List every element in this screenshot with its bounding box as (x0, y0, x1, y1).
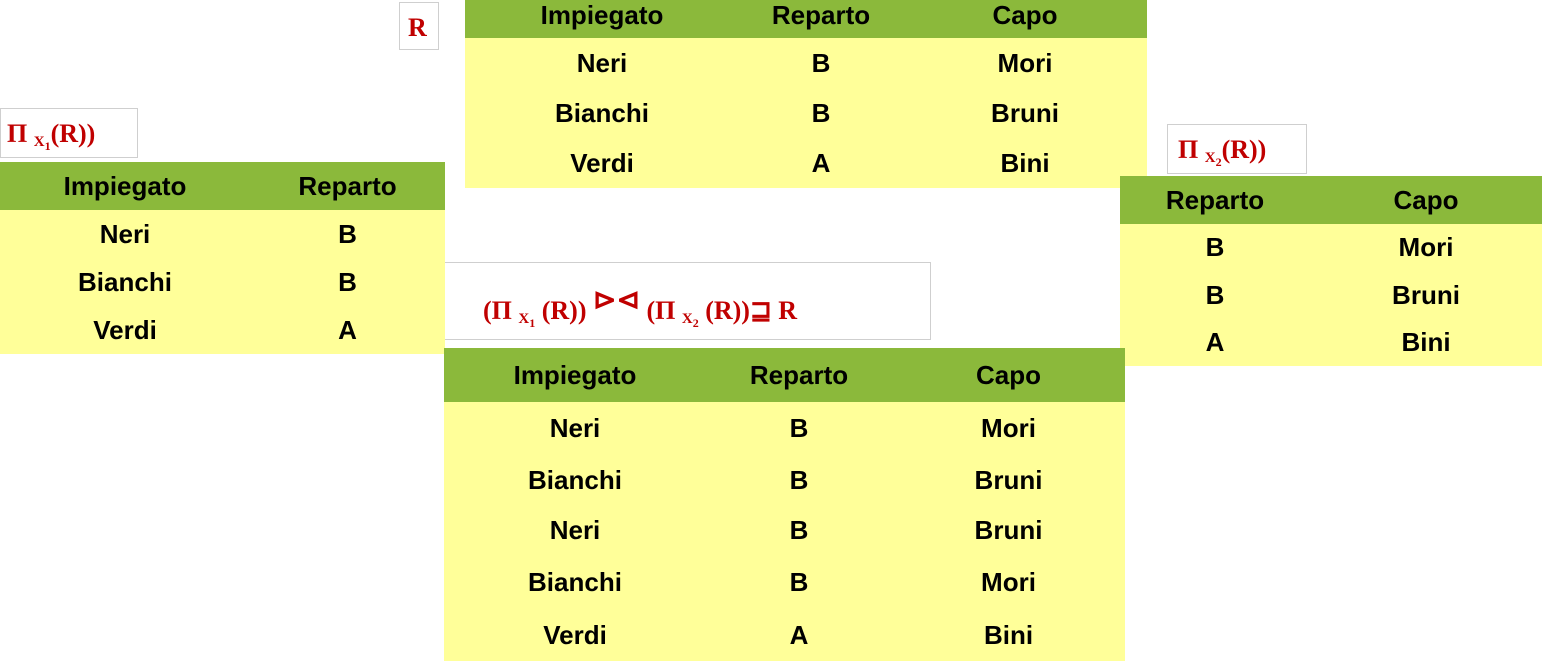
open-paren: ( (483, 296, 492, 325)
projection-x2-table (1120, 176, 1542, 366)
table-cell: Neri (99, 218, 151, 249)
column-header: Reparto (749, 359, 849, 390)
table-cell: A (811, 147, 831, 178)
attr-set-x: X2 (1204, 150, 1222, 169)
table-row (465, 88, 1147, 138)
table-cell: Mori (981, 413, 1036, 443)
column-header: Reparto (298, 170, 397, 201)
table-cell: Bianchi (528, 566, 622, 597)
table-row (444, 505, 1125, 555)
table-row (1120, 224, 1542, 271)
table-cell: Bruni (991, 97, 1059, 128)
table-cell: B (338, 266, 357, 297)
column-header: Impiegato (513, 359, 637, 390)
table-cell: Mori (1398, 232, 1454, 262)
relation-r-table (465, 0, 1147, 188)
table-row (444, 402, 1125, 455)
table-cell: Verdi (543, 619, 607, 650)
table-cell: B (789, 413, 809, 443)
attr-set-x: X1 (518, 311, 536, 330)
table-row (465, 38, 1147, 88)
table-header-row (465, 0, 1147, 38)
projection-arg: (R)) (705, 296, 750, 325)
column-header: Capo (976, 359, 1041, 390)
projection-arg: (R)) (541, 296, 587, 325)
subscript-two: 2 (692, 316, 699, 330)
table-cell: A (338, 314, 357, 345)
column-header: Capo (1393, 184, 1459, 215)
table-cell: Bini (1000, 147, 1050, 178)
table-cell: B (789, 566, 809, 597)
table-row (444, 555, 1125, 609)
table-cell: B (1205, 232, 1225, 262)
projection-x1-label (0, 108, 138, 158)
table-cell: Verdi (570, 147, 634, 178)
table-cell: Bini (983, 619, 1034, 650)
table-cell: Verdi (93, 314, 157, 345)
table-row (0, 258, 445, 306)
table-cell: B (789, 464, 809, 495)
table-row (444, 609, 1125, 661)
table-row (1120, 271, 1542, 319)
join-result-table (444, 348, 1125, 661)
column-header: Reparto (1165, 184, 1265, 215)
superset-symbol: ⊒ (749, 296, 772, 325)
table-cell: Mori (981, 566, 1036, 597)
projection-arg: (R)) (1221, 135, 1267, 164)
table-cell: A (789, 619, 809, 650)
table-cell: Bini (1401, 327, 1451, 357)
open-paren: ( (646, 296, 656, 325)
table-cell: Mori (997, 47, 1053, 78)
table-row (465, 138, 1147, 188)
table-row (444, 455, 1125, 505)
relation-r-name: R (408, 13, 427, 42)
table-cell: Neri (549, 514, 601, 545)
attr-set-x: X2 (681, 311, 699, 330)
table-cell: Neri (549, 413, 601, 443)
projection-x1-table (0, 162, 445, 354)
table-row (0, 306, 445, 354)
pi-symbol: Π (7, 119, 28, 148)
column-header: Impiegato (63, 170, 187, 201)
table-cell: Bianchi (555, 97, 649, 128)
join-formula-label (398, 262, 931, 340)
table-header-row (444, 348, 1125, 402)
natural-join-symbol: ⊳⊲ (593, 285, 640, 316)
table-cell: Bruni (974, 464, 1043, 495)
table-cell: B (1205, 279, 1225, 310)
attr-set-x: X1 (33, 134, 51, 153)
projection-x2-label (1167, 124, 1307, 174)
projection-arg: (R)) (50, 119, 96, 148)
table-cell: B (811, 47, 831, 78)
column-header: Capo (992, 0, 1058, 30)
relation-r-name: R (778, 296, 798, 325)
table-header-row (1120, 176, 1542, 224)
table-cell: Bruni (974, 514, 1043, 545)
table-cell: A (1205, 327, 1225, 357)
subscript-two: 2 (1215, 155, 1222, 169)
table-cell: Neri (576, 47, 628, 78)
relation-r-label (399, 2, 439, 50)
table-row (1120, 319, 1542, 366)
subscript-one: 1 (529, 316, 536, 330)
table-cell: Bianchi (78, 266, 172, 297)
table-cell: B (789, 514, 809, 545)
table-cell: Bruni (1392, 279, 1460, 310)
table-header-row (0, 162, 445, 210)
pi-symbol: Π (1178, 135, 1199, 164)
column-header: Reparto (771, 0, 871, 30)
table-cell: Bianchi (528, 464, 622, 495)
column-header: Impiegato (540, 0, 664, 30)
pi-symbol: Π (655, 296, 676, 325)
table-cell: B (811, 97, 831, 128)
subscript-one: 1 (44, 139, 51, 153)
table-cell: B (338, 218, 357, 249)
pi-symbol: Π (491, 296, 512, 325)
table-row (0, 210, 445, 258)
